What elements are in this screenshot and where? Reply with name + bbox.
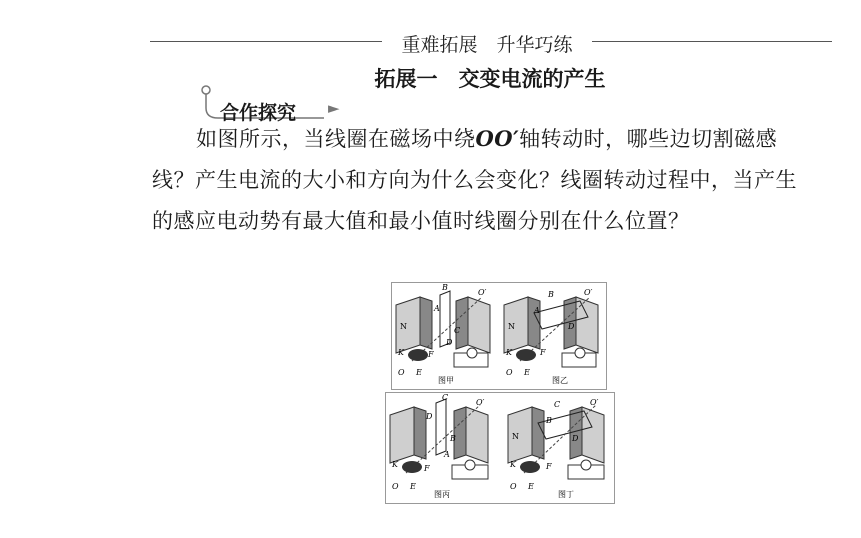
label-O: O [398, 368, 405, 377]
question-text-2: 轴转动时，哪些边切割磁感线？产生电流的大小和方向为什么会变化？线圈转动过程中，当产生的感应电动势有最大值和最小值时线圈分别在什么位置？ [152, 127, 797, 233]
label-O: O [506, 368, 513, 377]
label-F: F [424, 464, 430, 473]
label-O: O [392, 482, 399, 491]
play-arrow-icon: ► [328, 99, 340, 117]
label-N: N [508, 322, 515, 331]
label-O-prime: O′ [584, 288, 593, 297]
figure-group-top [391, 282, 607, 390]
label-B: B [450, 434, 456, 443]
figure-group-bottom [385, 392, 615, 504]
label-E: E [528, 482, 534, 491]
label-B: B [548, 290, 554, 299]
figure-ding [508, 398, 604, 499]
label-E: E [524, 368, 530, 377]
label-B: B [442, 283, 448, 292]
label-D: D [568, 322, 575, 331]
figure-caption: 图甲 [438, 376, 454, 385]
axis-label: OO′ [475, 126, 520, 151]
question-text-1: 如图所示，当线圈在磁场中绕 [196, 127, 476, 151]
label-O-prime: O′ [590, 398, 599, 407]
header-text: 重难拓展 升华巧练 [401, 34, 573, 56]
label-A: A [434, 304, 440, 313]
header-rule-right [592, 41, 832, 42]
figure-top-drawing [392, 283, 606, 389]
label-C: C [454, 326, 461, 335]
label-D: D [572, 434, 579, 443]
figure-bing [390, 393, 488, 499]
label-D: D [446, 338, 453, 347]
figure-caption: 图乙 [552, 376, 568, 385]
header-rule-left [150, 41, 382, 42]
section-title: 拓展一 交变电流的产生 [374, 67, 606, 91]
label-D: D [426, 412, 433, 421]
label-F: F [546, 462, 552, 471]
label-F: F [428, 350, 434, 359]
label-E: E [416, 368, 422, 377]
label-N: N [512, 432, 519, 441]
label-C: C [442, 393, 449, 402]
figure-jia [396, 283, 490, 385]
label-A: A [444, 450, 450, 459]
label-B: B [546, 416, 552, 425]
cooperate-label: 合作探究 [220, 102, 297, 124]
label-E: E [410, 482, 416, 491]
figure-bottom-drawing [386, 393, 614, 503]
figure-yi [504, 288, 598, 385]
label-N: N [400, 322, 407, 331]
label-K: K [510, 460, 516, 469]
label-O-prime: O′ [476, 398, 485, 407]
label-C: C [554, 400, 561, 409]
label-K: K [398, 348, 404, 357]
figure-caption: 图丁 [558, 490, 574, 499]
question-paragraph [152, 118, 812, 242]
label-K: K [506, 348, 512, 357]
label-F: F [540, 348, 546, 357]
label-O-prime: O′ [478, 288, 487, 297]
figure-caption: 图丙 [434, 490, 450, 499]
label-A: A [534, 306, 540, 315]
label-K: K [392, 460, 398, 469]
label-O: O [510, 482, 517, 491]
